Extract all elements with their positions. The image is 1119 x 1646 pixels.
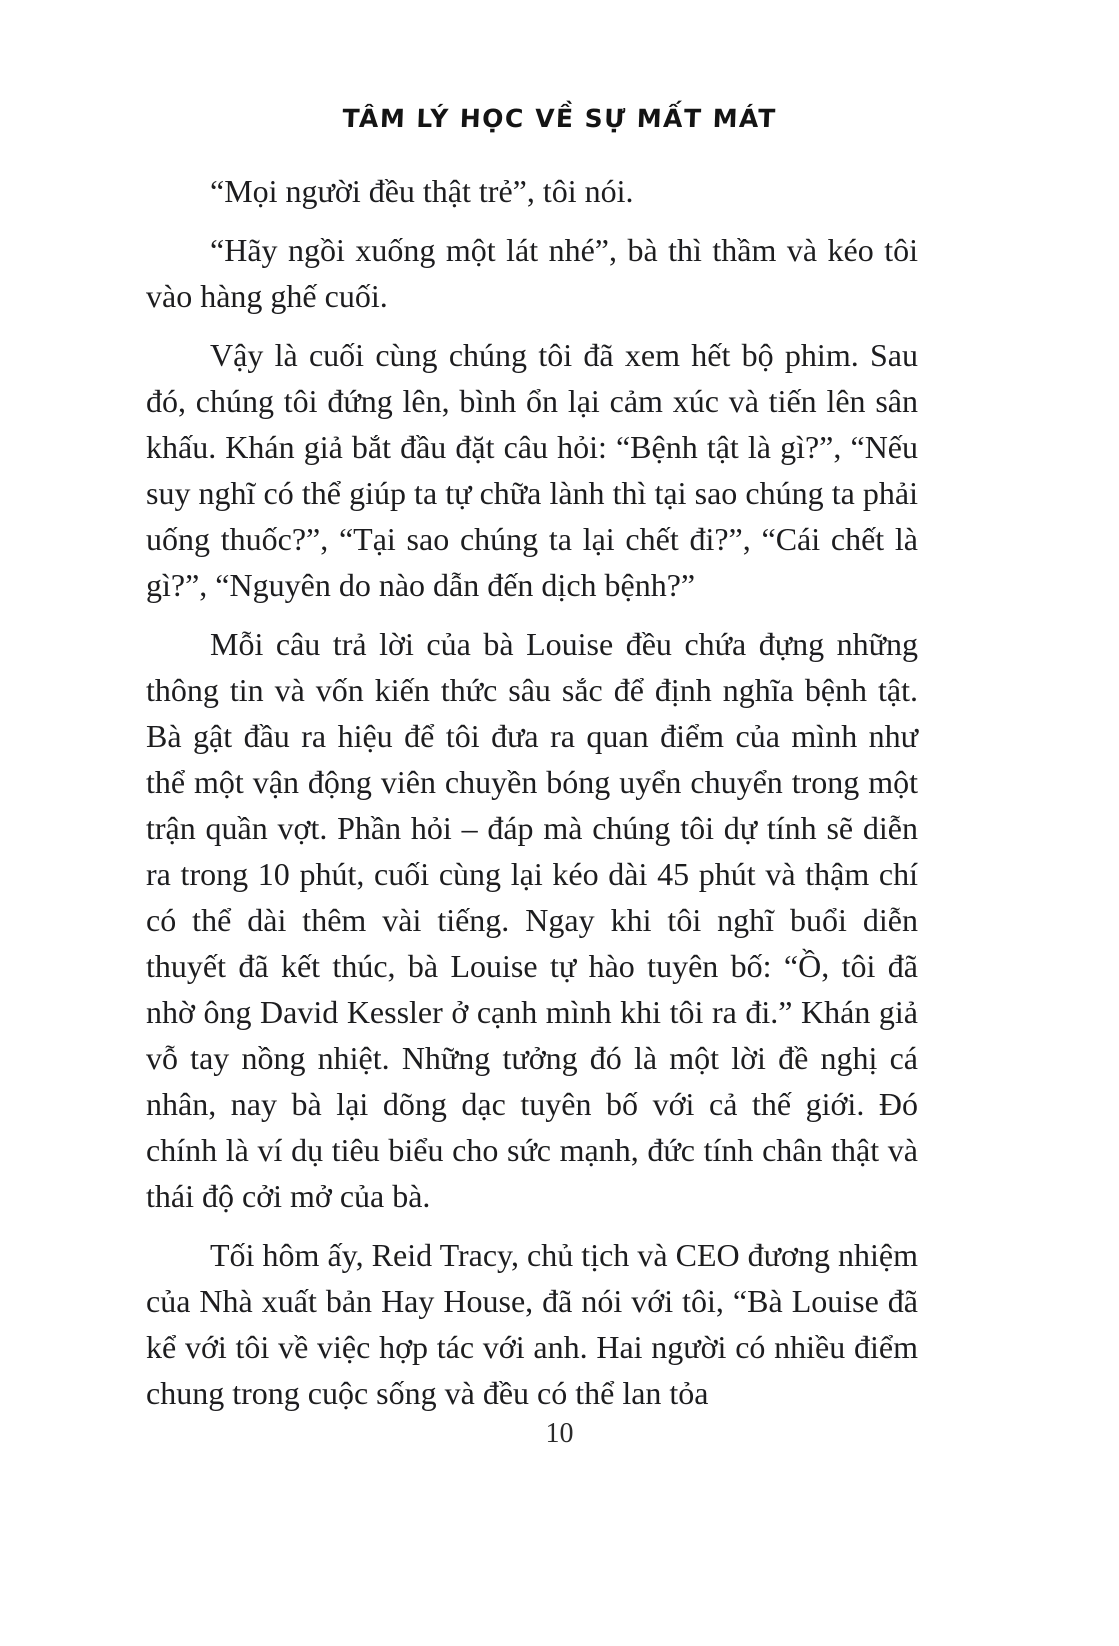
paragraph-5: Tối hôm ấy, Reid Tracy, chủ tịch và CEO đương nhiệm của Nhà xuất bản Hay House, đã nói với tôi, “Bà Louise đã kể với tôi về việc hợp tác với anh. Hai người có nhiều điểm chung trong cuộc sống và đều có thể lan tỏa	[146, 1237, 918, 1411]
page-number: 10	[545, 1418, 574, 1449]
paragraph-2: “Hãy ngồi xuống một lát nhé”, bà thì thầm và kéo tôi vào hàng ghế cuối.	[146, 232, 918, 314]
paragraph-1: “Mọi người đều thật trẻ”, tôi nói.	[210, 173, 634, 209]
text-block	[146, 168, 918, 1429]
paragraph-4: Mỗi câu trả lời của bà Louise đều chứa đựng những thông tin và vốn kiến thức sâu sắc để định nghĩa bệnh tật. Bà gật đầu ra hiệu để tôi đưa ra quan điểm của mình như thể một vận động viên chuyền bóng uyển chuyển trong một trận quần vợt. Phần hỏi – đáp mà chúng tôi dự tính sẽ diễn ra trong 10 phút, cuối cùng lại kéo dài 45 phút và thậm chí có thể dài thêm vài tiếng. Ngay khi tôi nghĩ buổi diễn thuyết đã kết thúc, bà Louise tự hào tuyên bố: “Ồ, tôi đã nhờ ông David Kessler ở cạnh mình khi tôi ra đi.” Khán giả vỗ tay nồng nhiệt. Những tưởng đó là một lời đề nghị cá nhân, nay bà lại dõng dạc tuyên bố với cả thế giới. Đó chính là ví dụ tiêu biểu cho sức mạnh, đức tính chân thật và thái độ cởi mở của bà.	[146, 626, 918, 1214]
paragraph-3: Vậy là cuối cùng chúng tôi đã xem hết bộ phim. Sau đó, chúng tôi đứng lên, bình ổn lại cảm xúc và tiến lên sân khấu. Khán giả bắt đầu đặt câu hỏi: “Bệnh tật là gì?”, “Nếu suy nghĩ có thể giúp ta tự chữa lành thì tại sao chúng ta phải uống thuốc?”, “Tại sao chúng ta lại chết đi?”, “Cái chết là gì?”, “Nguyên do nào dẫn đến dịch bệnh?”	[146, 337, 918, 603]
running-header: TÂM LÝ HỌC VỀ SỰ MẤT MÁT	[341, 104, 778, 133]
